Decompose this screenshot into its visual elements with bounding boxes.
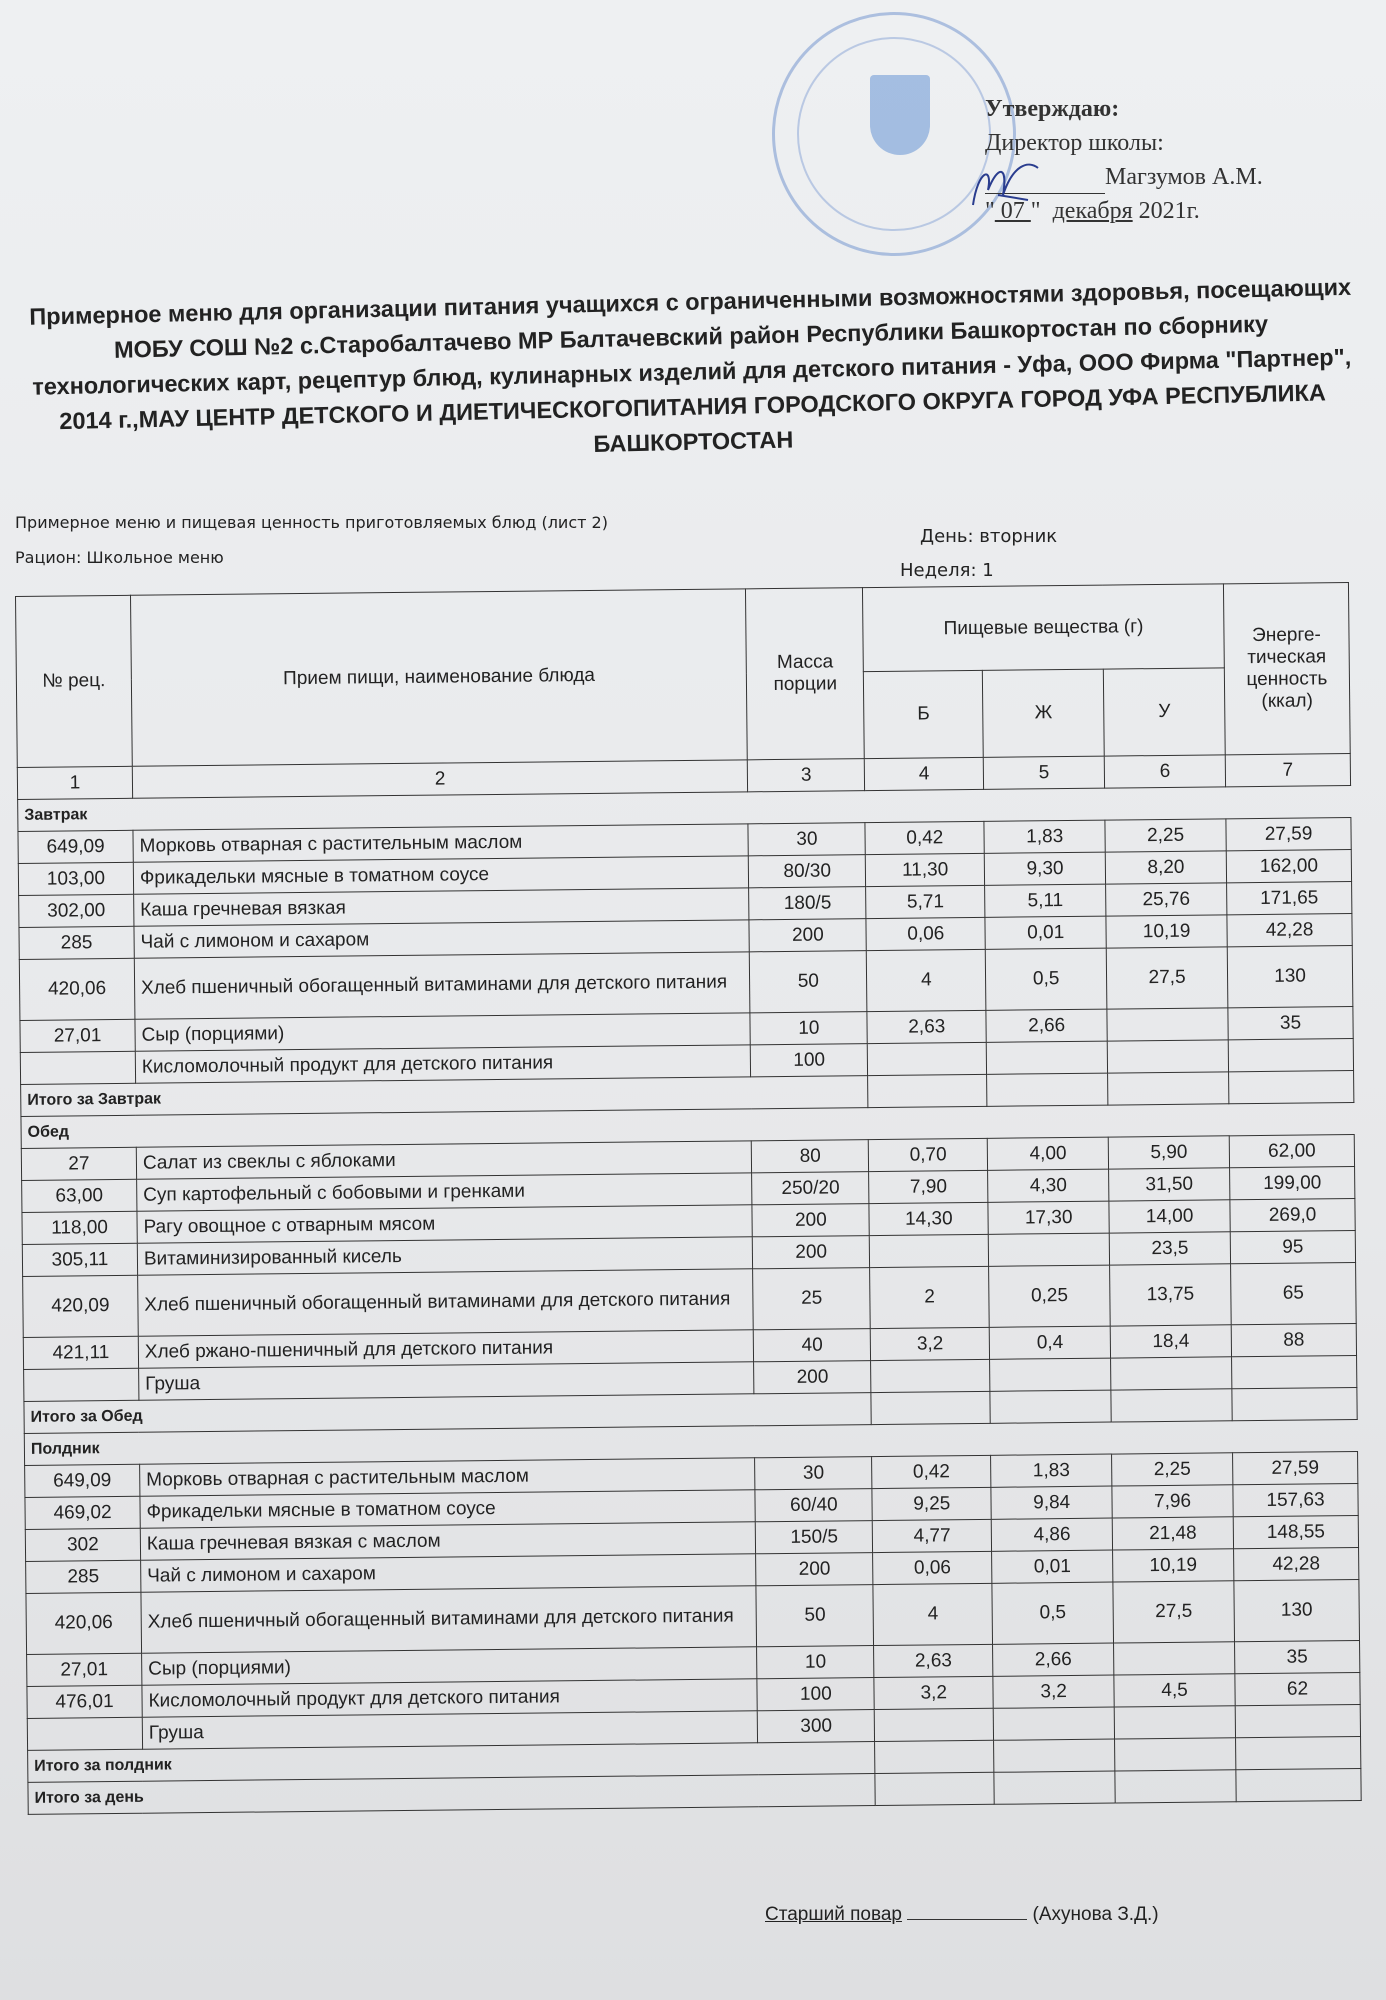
portion-mass: 250/20 — [752, 1172, 869, 1205]
carbs: 14,00 — [1109, 1200, 1230, 1233]
section-label: Завтрак — [18, 786, 1351, 832]
protein: 3,2 — [874, 1676, 993, 1709]
portion-mass: 200 — [752, 1204, 869, 1237]
dish-name: Морковь отварная с растительным маслом — [133, 824, 749, 862]
protein — [870, 1234, 989, 1267]
carbs: 31,50 — [1109, 1168, 1230, 1201]
carbs: 25,76 — [1106, 883, 1227, 916]
carbs: 27,5 — [1113, 1581, 1235, 1643]
recipe-number: 27,01 — [20, 1019, 135, 1052]
carbs: 10,19 — [1106, 915, 1227, 948]
portion-mass: 180/5 — [749, 887, 866, 920]
protein — [868, 1042, 987, 1075]
protein: 3,2 — [870, 1327, 989, 1360]
approval-heading: Утверждаю: — [985, 96, 1120, 122]
column-number: 3 — [748, 759, 865, 792]
recipe-number: 27 — [21, 1147, 136, 1180]
portion-mass: 30 — [755, 1457, 872, 1490]
dish-name: Каша гречневая вязкая с маслом — [140, 1522, 756, 1560]
approval-date: " 07 " декабря 2021г. — [985, 198, 1200, 224]
protein: 4 — [873, 1583, 993, 1645]
col-energy: Энерге-тическая ценность (ккал) — [1223, 583, 1350, 755]
subtitle: Примерное меню и пищевая ценность приготовляемых блюд (лист 2) — [15, 513, 608, 532]
energy: 148,55 — [1233, 1515, 1358, 1548]
dish-name: Сыр (порциями) — [135, 1013, 751, 1051]
protein: 14,30 — [869, 1202, 988, 1235]
dish-name: Хлеб пшеничный обогащенный витаминами для детского питания — [138, 1269, 754, 1336]
total-value — [1115, 1770, 1236, 1803]
section-label: Обед — [21, 1103, 1354, 1149]
ration-label: Рацион: Школьное меню — [15, 548, 224, 567]
energy: 27,59 — [1233, 1451, 1358, 1484]
total-value — [1111, 1389, 1232, 1422]
energy: 130 — [1234, 1579, 1360, 1641]
approver-name: Магзумов А.М. — [1105, 164, 1263, 190]
recipe-number: 469,02 — [25, 1496, 140, 1529]
energy: 95 — [1230, 1231, 1355, 1264]
dish-name: Рагу овощное с отварным мясом — [137, 1205, 753, 1243]
carbs — [1114, 1706, 1235, 1739]
dish-name: Кисломолочный продукт для детского питания — [142, 1679, 758, 1717]
carbs: 18,4 — [1110, 1325, 1231, 1358]
carbs: 10,19 — [1113, 1549, 1234, 1582]
dish-name: Хлеб ржано-пшеничный для детского питания — [138, 1330, 754, 1368]
portion-mass: 25 — [753, 1268, 871, 1330]
dish-name: Чай с лимоном и сахаром — [141, 1554, 757, 1592]
protein: 2 — [870, 1266, 990, 1328]
total-label: Итого за день — [28, 1774, 876, 1815]
fat: 1,83 — [984, 820, 1105, 853]
total-value — [1108, 1072, 1229, 1105]
col-mass: Масса порции — [746, 588, 865, 760]
carbs: 8,20 — [1105, 851, 1226, 884]
menu-table — [15, 582, 1362, 1815]
fat: 0,01 — [992, 1550, 1113, 1583]
recipe-number: 285 — [19, 926, 134, 959]
recipe-number: 421,11 — [23, 1336, 138, 1369]
portion-mass: 200 — [756, 1553, 873, 1586]
day-label: День: вторник — [920, 526, 1058, 547]
protein: 4,77 — [873, 1519, 992, 1552]
carbs: 2,25 — [1112, 1453, 1233, 1486]
carbs: 21,48 — [1112, 1517, 1233, 1550]
official-stamp — [772, 12, 1016, 256]
energy: 171,65 — [1227, 882, 1352, 915]
fat: 0,01 — [985, 916, 1106, 949]
fat: 9,30 — [984, 852, 1105, 885]
dish-name: Каша гречневая вязкая — [134, 888, 750, 926]
protein: 7,90 — [869, 1170, 988, 1203]
portion-mass: 100 — [751, 1044, 868, 1077]
total-value — [1236, 1736, 1361, 1769]
fat: 0,5 — [985, 948, 1107, 1010]
dish-name: Морковь отварная с растительным маслом — [140, 1458, 756, 1496]
column-number: 7 — [1225, 754, 1350, 787]
energy — [1235, 1704, 1360, 1737]
cook-role: Старший повар — [765, 1904, 902, 1925]
energy — [1228, 1039, 1353, 1072]
energy: 27,59 — [1226, 818, 1351, 851]
recipe-number: 103,00 — [18, 862, 133, 895]
portion-mass: 200 — [753, 1236, 870, 1269]
recipe-number: 63,00 — [22, 1179, 137, 1212]
carbs: 2,25 — [1105, 819, 1226, 852]
portion-mass: 200 — [754, 1361, 871, 1394]
energy: 162,00 — [1226, 850, 1351, 883]
dish-name: Салат из свеклы с яблоками — [136, 1141, 752, 1179]
energy: 199,00 — [1230, 1167, 1355, 1200]
portion-mass: 80/30 — [749, 855, 866, 888]
recipe-number: 305,11 — [22, 1243, 137, 1276]
recipe-number: 476,01 — [27, 1685, 142, 1718]
carbs: 5,90 — [1108, 1136, 1229, 1169]
energy — [1232, 1355, 1357, 1388]
total-value — [1115, 1738, 1236, 1771]
energy: 42,28 — [1227, 914, 1352, 947]
week-label: Неделя: 1 — [900, 560, 994, 581]
total-value — [987, 1073, 1108, 1106]
fat — [988, 1233, 1109, 1266]
energy: 130 — [1227, 946, 1353, 1008]
dish-name: Хлеб пшеничный обогащенный витаминами для детского питания — [134, 952, 750, 1019]
dish-name: Чай с лимоном и сахаром — [134, 920, 750, 958]
fat: 0,4 — [989, 1326, 1110, 1359]
portion-mass: 100 — [757, 1678, 874, 1711]
col-fat: Ж — [983, 669, 1105, 757]
carbs — [1107, 1008, 1228, 1041]
fat: 4,00 — [987, 1137, 1108, 1170]
recipe-number: 118,00 — [22, 1211, 137, 1244]
portion-mass: 10 — [757, 1646, 874, 1679]
carbs: 23,5 — [1109, 1232, 1230, 1265]
total-value — [1236, 1768, 1361, 1801]
recipe-number: 302,00 — [19, 894, 134, 927]
energy: 35 — [1228, 1007, 1353, 1040]
protein: 9,25 — [872, 1487, 991, 1520]
portion-mass: 200 — [749, 919, 866, 952]
fat: 5,11 — [985, 884, 1106, 917]
protein: 2,63 — [867, 1010, 986, 1043]
total-value — [871, 1391, 990, 1424]
recipe-number — [20, 1051, 135, 1084]
recipe-number: 302 — [25, 1528, 140, 1561]
portion-mass: 40 — [754, 1329, 871, 1362]
total-value — [875, 1740, 994, 1773]
recipe-number: 420,06 — [26, 1592, 142, 1654]
fat: 1,83 — [991, 1454, 1112, 1487]
total-value — [994, 1771, 1115, 1804]
total-value — [1229, 1071, 1354, 1104]
protein: 2,63 — [874, 1644, 993, 1677]
footer-signature — [765, 1904, 1159, 1926]
protein: 5,71 — [866, 885, 985, 918]
dish-name: Фрикадельки мясные в томатном соусе — [133, 856, 749, 894]
recipe-number: 649,09 — [18, 830, 133, 863]
carbs: 4,5 — [1114, 1674, 1235, 1707]
director-signature — [968, 160, 1048, 210]
energy: 157,63 — [1233, 1483, 1358, 1516]
protein — [874, 1708, 993, 1741]
recipe-number — [27, 1717, 142, 1750]
total-value — [875, 1772, 994, 1805]
recipe-number: 420,09 — [23, 1275, 139, 1337]
portion-mass: 60/40 — [755, 1489, 872, 1522]
cook-name: (Ахунова З.Д.) — [1032, 1904, 1159, 1925]
protein: 0,06 — [866, 917, 985, 950]
total-label: Итого за Обед — [24, 1393, 872, 1434]
col-carbs: У — [1103, 668, 1225, 756]
dish-name: Груша — [139, 1362, 755, 1400]
total-value — [994, 1739, 1115, 1772]
recipe-number: 285 — [26, 1560, 141, 1593]
fat: 4,86 — [991, 1518, 1112, 1551]
col-nutrients: Пищевые вещества (г) — [863, 584, 1225, 672]
energy: 88 — [1231, 1323, 1356, 1356]
protein: 0,42 — [865, 821, 984, 854]
carbs — [1111, 1357, 1232, 1390]
protein: 0,06 — [873, 1551, 992, 1584]
carbs — [1114, 1642, 1235, 1675]
energy: 65 — [1231, 1262, 1357, 1324]
energy: 62,00 — [1229, 1135, 1354, 1168]
section-label: Полдник — [24, 1419, 1357, 1465]
recipe-number: 27,01 — [27, 1653, 142, 1686]
portion-mass: 10 — [750, 1012, 867, 1045]
fat — [993, 1707, 1114, 1740]
dish-name: Хлеб пшеничный обогащенный витаминами для детского питания — [141, 1586, 757, 1653]
fat: 3,2 — [993, 1675, 1114, 1708]
fat: 2,66 — [993, 1643, 1114, 1676]
fat — [986, 1041, 1107, 1074]
fat: 0,5 — [992, 1582, 1114, 1644]
column-number: 6 — [1104, 755, 1225, 788]
dish-name: Груша — [142, 1711, 758, 1749]
carbs — [1107, 1040, 1228, 1073]
portion-mass: 80 — [752, 1140, 869, 1173]
col-rec: № рец. — [16, 595, 133, 767]
total-label: Итого за полдник — [28, 1742, 876, 1783]
column-number: 2 — [132, 760, 748, 798]
dish-name: Фрикадельки мясные в томатном соусе — [140, 1490, 756, 1528]
portion-mass: 300 — [758, 1710, 875, 1743]
total-value — [990, 1390, 1111, 1423]
protein: 0,70 — [869, 1138, 988, 1171]
portion-mass: 50 — [756, 1585, 874, 1647]
energy: 269,0 — [1230, 1199, 1355, 1232]
fat: 4,30 — [988, 1169, 1109, 1202]
portion-mass: 150/5 — [756, 1521, 873, 1554]
recipe-number: 420,06 — [19, 958, 135, 1020]
protein — [871, 1359, 990, 1392]
fat: 9,84 — [991, 1486, 1112, 1519]
recipe-number — [24, 1368, 139, 1401]
protein: 4 — [867, 949, 987, 1011]
dish-name: Кисломолочный продукт для детского питания — [135, 1045, 751, 1083]
fat: 17,30 — [988, 1201, 1109, 1234]
column-number: 1 — [17, 766, 132, 799]
recipe-number: 649,09 — [25, 1464, 140, 1497]
protein: 11,30 — [866, 853, 985, 886]
dish-name: Суп картофельный с бобовыми и гренками — [137, 1173, 753, 1211]
portion-mass: 30 — [748, 823, 865, 856]
fat: 2,66 — [986, 1009, 1107, 1042]
portion-mass: 50 — [750, 951, 868, 1013]
fat: 0,25 — [989, 1265, 1111, 1327]
energy: 62 — [1235, 1672, 1360, 1705]
carbs: 13,75 — [1110, 1264, 1232, 1326]
energy: 42,28 — [1234, 1547, 1359, 1580]
coat-of-arms-icon — [870, 75, 930, 155]
document-title: Примерное меню для организации питания учащихся с ограниченными возможностями здоровья, посещающих МОБУ СОШ №2 с.Старобалтачево МР Балтачевский район Республики Башкортостан по сборнику технологических карт, рецептур блюд, кулинарных изделий для детского питания - Уфа, ООО Фирма "Партнер", 2014 г.,МАУ ЦЕНТР ДЕТСКОГО И ДИЕТИЧЕСКОГОПИТАНИЯ ГОРОДСКОГО ОКРУГА ГОРОД УФА РЕСПУБЛИКА БАШКОРТОСТАН — [29, 273, 1352, 458]
col-name: Прием пищи, наименование блюда — [130, 589, 747, 766]
carbs: 27,5 — [1106, 947, 1228, 1009]
protein: 0,42 — [872, 1455, 991, 1488]
col-protein: Б — [864, 671, 984, 759]
total-value — [868, 1074, 987, 1107]
dish-name: Витаминизированный кисель — [137, 1237, 753, 1275]
carbs: 7,96 — [1112, 1485, 1233, 1518]
energy: 35 — [1235, 1640, 1360, 1673]
column-number: 5 — [983, 756, 1104, 789]
fat — [990, 1358, 1111, 1391]
total-label: Итого за Завтрак — [21, 1076, 869, 1117]
dish-name: Сыр (порциями) — [142, 1647, 758, 1685]
approver-title: Директор школы: — [985, 130, 1164, 156]
column-number: 4 — [865, 757, 984, 790]
total-value — [1232, 1387, 1357, 1420]
